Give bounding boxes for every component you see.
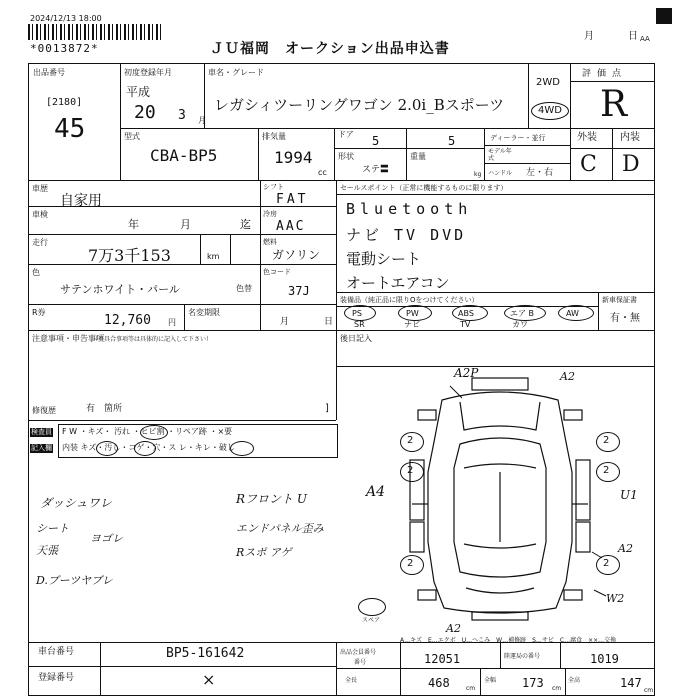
lot-sub-number: [2180] xyxy=(46,97,83,108)
displacement-label: 排気量 xyxy=(262,132,286,141)
model-year-label: モデル年式 xyxy=(488,148,512,162)
steering-label: ハンドル xyxy=(488,170,513,177)
print-date: 2024/12/13 18:00 xyxy=(30,14,102,23)
usage-label: 車歴 xyxy=(32,184,48,193)
price-value: 12,760 xyxy=(104,313,151,328)
equip-ps: PS xyxy=(352,309,362,318)
shift-value: FAT xyxy=(276,192,309,207)
mileage-label: 走行 xyxy=(32,238,48,247)
mark-circle-6: 2 xyxy=(407,465,414,476)
equip-pw: PW xyxy=(406,309,419,318)
registration-label: 初度登録年月 xyxy=(124,68,172,77)
registration-month-unit: 月 xyxy=(198,116,206,125)
height-unit: cm xyxy=(644,687,654,694)
evaluation-score: R xyxy=(600,84,628,125)
vehicle-name: レガシィツーリングワゴン 2.0i_Bスポーツ xyxy=(214,96,505,114)
participant-sub-label: 番号 xyxy=(354,659,367,666)
inspector-line1: F W ・キズ・ 汚れ ・ヒビ割 ・リペア跡 ・×要 xyxy=(62,427,233,436)
evaluation-label: 評価点 xyxy=(582,69,628,79)
mileage-value: 7万3千153 xyxy=(88,246,171,265)
body-label: 形状 xyxy=(338,152,354,161)
warranty-value: 有・無 xyxy=(610,313,640,324)
repair-value: 有 xyxy=(86,404,96,414)
spare-label: スペア xyxy=(362,617,381,624)
vehicle-name-label: 車名・グレード xyxy=(208,68,264,77)
mark-right-door: U1 xyxy=(620,488,638,502)
dealer-label: ディーラー・並行 xyxy=(490,134,546,142)
inspection-month: 月 xyxy=(180,218,191,231)
interior-grade: D xyxy=(622,152,640,177)
shift-label: シフト xyxy=(263,183,284,191)
selling-points-label: セールスポイント（正常に機能するものに限ります） xyxy=(340,184,508,192)
note-seat: シート xyxy=(36,522,69,535)
chassis-label: 車台番号 xyxy=(38,647,75,657)
mark-right-quarter: W2 xyxy=(606,592,625,605)
width-value: 173 xyxy=(522,676,544,690)
corner-mark-icon xyxy=(656,8,672,24)
exterior-grade: C xyxy=(580,152,597,177)
control-value: 1019 xyxy=(590,652,619,666)
participant-label: 出品会員番号 xyxy=(340,649,377,656)
equip-leather: カワ xyxy=(512,320,528,329)
price-label: R券 xyxy=(32,308,46,317)
participant-value: 12051 xyxy=(424,652,461,666)
repair-close: ] xyxy=(325,403,329,414)
mark-left-door: A4 xyxy=(366,484,386,500)
note-spoiler: Rスポ アゲ xyxy=(236,546,292,559)
doors-value: 5 xyxy=(372,134,380,148)
registration-year: 20 xyxy=(134,102,156,123)
length-label: 全長 xyxy=(345,677,358,684)
color-label: 色 xyxy=(32,268,40,277)
warranty-label: 新車保証書 xyxy=(602,296,637,304)
mark-circle-3: 2 xyxy=(603,465,610,476)
name-change-day: 日 xyxy=(324,317,334,327)
length-value: 468 xyxy=(428,676,450,690)
name-change-label: 名変期限 xyxy=(188,308,220,317)
drive-2wd: 2WD xyxy=(536,77,560,88)
selling-point-1: Bluetooth xyxy=(346,200,473,218)
notes-small: （不具合事項等は具体的に記入して下さい） xyxy=(92,336,213,343)
entry-label: 記入欄 xyxy=(31,444,52,452)
selling-point-3: 電動シート xyxy=(346,250,422,268)
weight-label: 重量 xyxy=(410,152,426,161)
usage-value: 自家用 xyxy=(60,193,102,209)
height-label: 全高 xyxy=(568,677,581,684)
color-value: サテンホワイト・パール xyxy=(60,283,180,296)
note-boots: D.ブーツヤブレ xyxy=(36,574,113,587)
model-value: CBA-BP5 xyxy=(150,146,218,165)
lot-label: 出品番号 xyxy=(33,68,65,77)
header-day: 日 xyxy=(628,31,638,42)
equip-navi: ナビ xyxy=(404,320,420,329)
inspector-line2: 内装 キズ・汚し・コゲ・穴・ス レ・キレ・破し xyxy=(62,443,235,452)
note-dash-crack: ダッシュワレ xyxy=(40,496,112,510)
repair-suffix: 箇所 xyxy=(104,404,123,414)
mark-circle-2: 2 xyxy=(603,435,610,446)
mark-circle-1: 2 xyxy=(407,435,414,446)
chassis-value: BP5-161642 xyxy=(166,646,245,661)
post-comment-label: 後日記入 xyxy=(340,334,372,343)
height-value: 147 xyxy=(620,676,642,690)
length-unit: cm xyxy=(466,685,476,692)
repair-label: 修復歴 xyxy=(32,406,56,415)
registration-month: 3 xyxy=(178,108,186,123)
equip-airbag: エア B xyxy=(510,309,535,318)
color-change-label: 色替 xyxy=(236,284,252,293)
equip-tv: TV xyxy=(460,320,471,329)
model-label: 型式 xyxy=(124,132,140,141)
mark-top-right: A2 xyxy=(560,370,575,383)
car-damage-diagram xyxy=(380,372,620,622)
barcode-icon xyxy=(28,24,163,40)
drive-4wd: 4WD xyxy=(538,105,562,116)
seats-value: 5 xyxy=(448,134,456,148)
fuel-value: ガソリン xyxy=(272,248,321,262)
name-change-month: 月 xyxy=(280,317,290,327)
width-label: 全幅 xyxy=(484,677,497,684)
mark-right-rear: A2 xyxy=(618,542,633,555)
equip-aw: AW xyxy=(566,309,579,318)
inspection-year: 年 xyxy=(128,218,139,231)
width-unit: cm xyxy=(552,685,562,692)
mileage-unit: km xyxy=(207,252,220,261)
displacement-value: 1994 xyxy=(274,148,313,167)
inspection-until: 迄 xyxy=(240,218,251,231)
damage-legend: A…キズ E…エクボ U…へこみ W…補修跡 S…サビ C…腐食 ××…交換 xyxy=(400,637,617,644)
equip-abs: ABS xyxy=(458,309,474,318)
inspection-label: 車検 xyxy=(32,210,48,219)
price-unit: 円 xyxy=(168,318,176,327)
reg-number-value: × xyxy=(202,670,216,689)
mark-circle-5: 2 xyxy=(603,558,610,569)
weight-unit: kg xyxy=(474,171,482,178)
equipment-label: 装備品（純正品に限りOをつけてください） xyxy=(340,296,479,304)
interior-label: 内装 xyxy=(620,132,640,143)
page-title: ＪＵ福岡 オークション出品申込書 xyxy=(210,41,450,57)
selling-point-4: オートエアコン xyxy=(346,274,450,292)
inspector-label: 検査員 xyxy=(31,428,52,436)
steering-value: 左・右 xyxy=(526,168,554,178)
header-month: 月 xyxy=(584,31,594,42)
header-day-suffix: AA xyxy=(640,35,650,43)
lot-number: 45 xyxy=(54,114,86,144)
exterior-label: 外装 xyxy=(577,132,597,143)
fuel-label: 燃料 xyxy=(263,238,277,246)
reg-number-label: 登録番号 xyxy=(38,673,75,683)
displacement-unit: cc xyxy=(318,168,327,177)
doors-label: ドア xyxy=(338,130,354,139)
note-headliner: 天張 xyxy=(36,544,58,557)
equip-sr: SR xyxy=(354,320,365,329)
barcode-number: *0013872* xyxy=(30,42,99,55)
note-end-panel: エンドパネル歪み xyxy=(236,522,324,535)
ac-value: AAC xyxy=(276,219,306,234)
spare-tire-icon xyxy=(358,598,386,616)
registration-era: 平成 xyxy=(126,85,151,99)
body-value: ステ〓 xyxy=(362,165,389,175)
drive-4wd-circle xyxy=(531,102,569,120)
color-code-label: 色コード xyxy=(263,268,291,276)
color-code-value: 37J xyxy=(288,284,310,298)
control-label: 陸運局の番号 xyxy=(504,653,541,660)
note-front: Rフロント U xyxy=(236,492,307,506)
note-dirt: ヨゴレ xyxy=(90,532,123,545)
mark-circle-4: 2 xyxy=(407,558,414,569)
mark-top-left: A2P xyxy=(454,366,479,380)
selling-point-2: ナビ TV DVD xyxy=(346,226,467,244)
ac-label: 冷房 xyxy=(263,210,277,218)
notes-label: 注意事項・申告事項 xyxy=(32,334,104,343)
mark-bottom: A2 xyxy=(446,622,461,635)
